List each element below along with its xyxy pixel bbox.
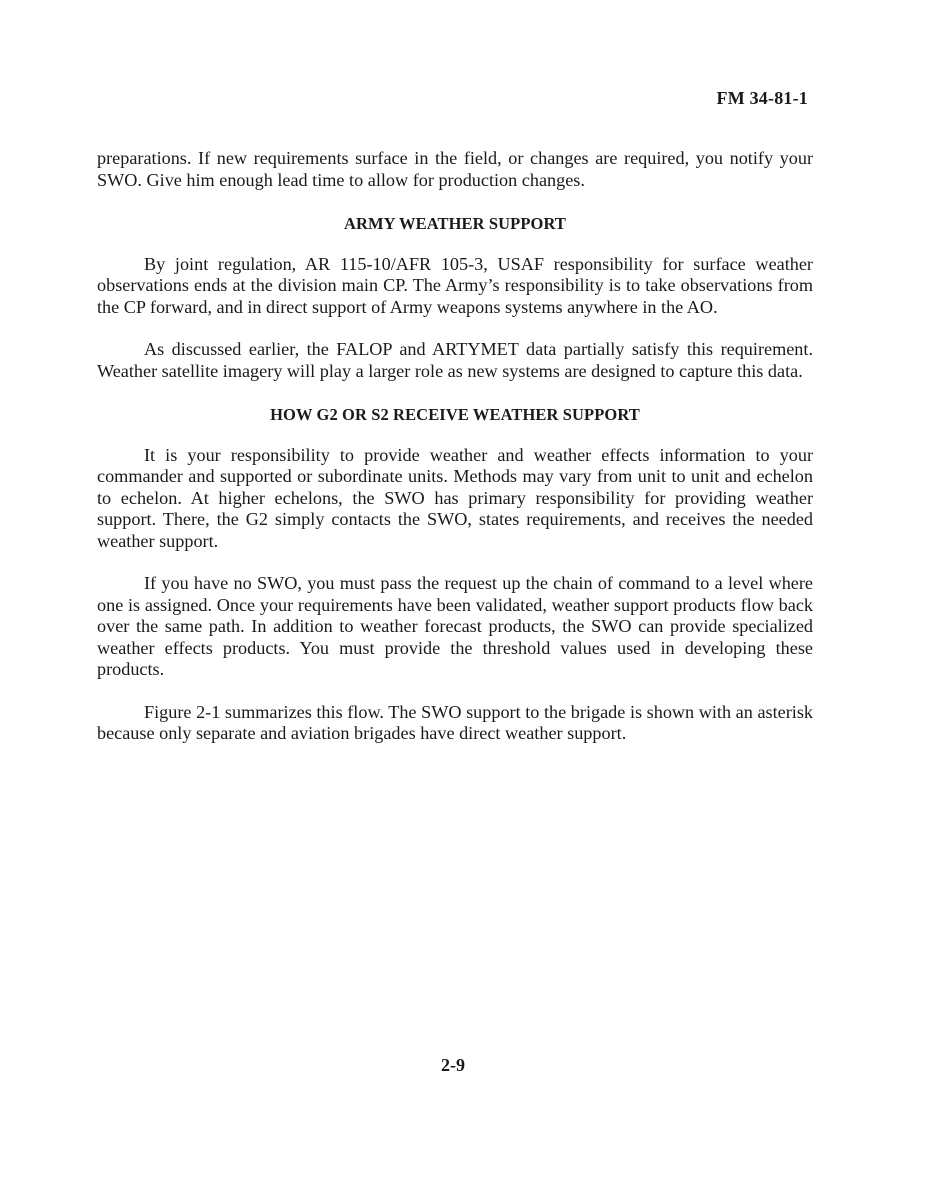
paragraph-figure-summary: Figure 2-1 summarizes this flow. The SWO support to the brigade is shown with an asterisk because only separate and aviation brigades have direct weather support. xyxy=(97,701,813,743)
spacer xyxy=(97,426,813,445)
continued-paragraph: preparations. If new requirements surface in the field, or changes are required, you notify your SWO. Give him enough lead time to allow for production changes. xyxy=(97,148,813,190)
paragraph-joint-regulation: By joint regulation, AR 115-10/AFR 105-3, USAF responsibility for surface weather observations ends at the division main CP. The Army’s responsibility is to take observations from the CP forward, and in direct support of Army weapons systems anywhere in the AO. xyxy=(97,253,813,317)
page-body xyxy=(97,148,813,745)
paragraph-falop-artymet: As discussed earlier, the FALOP and ARTYMET data partially satisfy this requirement. Weather satellite imagery will play a larger role as new systems are designed to capture this data. xyxy=(97,339,813,381)
paragraph-no-swo: If you have no SWO, you must pass the request up the chain of command to a level where one is assigned. Once your requirements have been validated, weather support products flow back over the same path. In addition to weather forecast products, the SWO can provide specialized weather effects products. You must provide the threshold values used in developing these products. xyxy=(97,573,813,679)
spacer xyxy=(97,552,813,573)
spacer xyxy=(97,318,813,339)
spacer xyxy=(97,681,813,702)
section-heading-army-weather-support: ARMY WEATHER SUPPORT xyxy=(343,214,567,233)
document-id-header: FM 34-81-1 xyxy=(716,88,808,108)
spacer xyxy=(97,191,813,213)
paragraph-responsibility: It is your responsibility to provide weather and weather effects information to your commander and supported or subordinate units. Methods may vary from unit to unit and echelon to echelon. At higher echelons, the SWO has primary responsibility for providing weather support. There, the G2 simply contacts the SWO, states requirements, and receives the needed weather support. xyxy=(97,444,813,551)
spacer xyxy=(97,235,813,254)
spacer xyxy=(97,382,813,404)
section-heading-g2-s2-weather-support: HOW G2 OR S2 RECEIVE WEATHER SUPPORT xyxy=(270,405,640,424)
page-number: 2-9 xyxy=(441,1055,465,1075)
